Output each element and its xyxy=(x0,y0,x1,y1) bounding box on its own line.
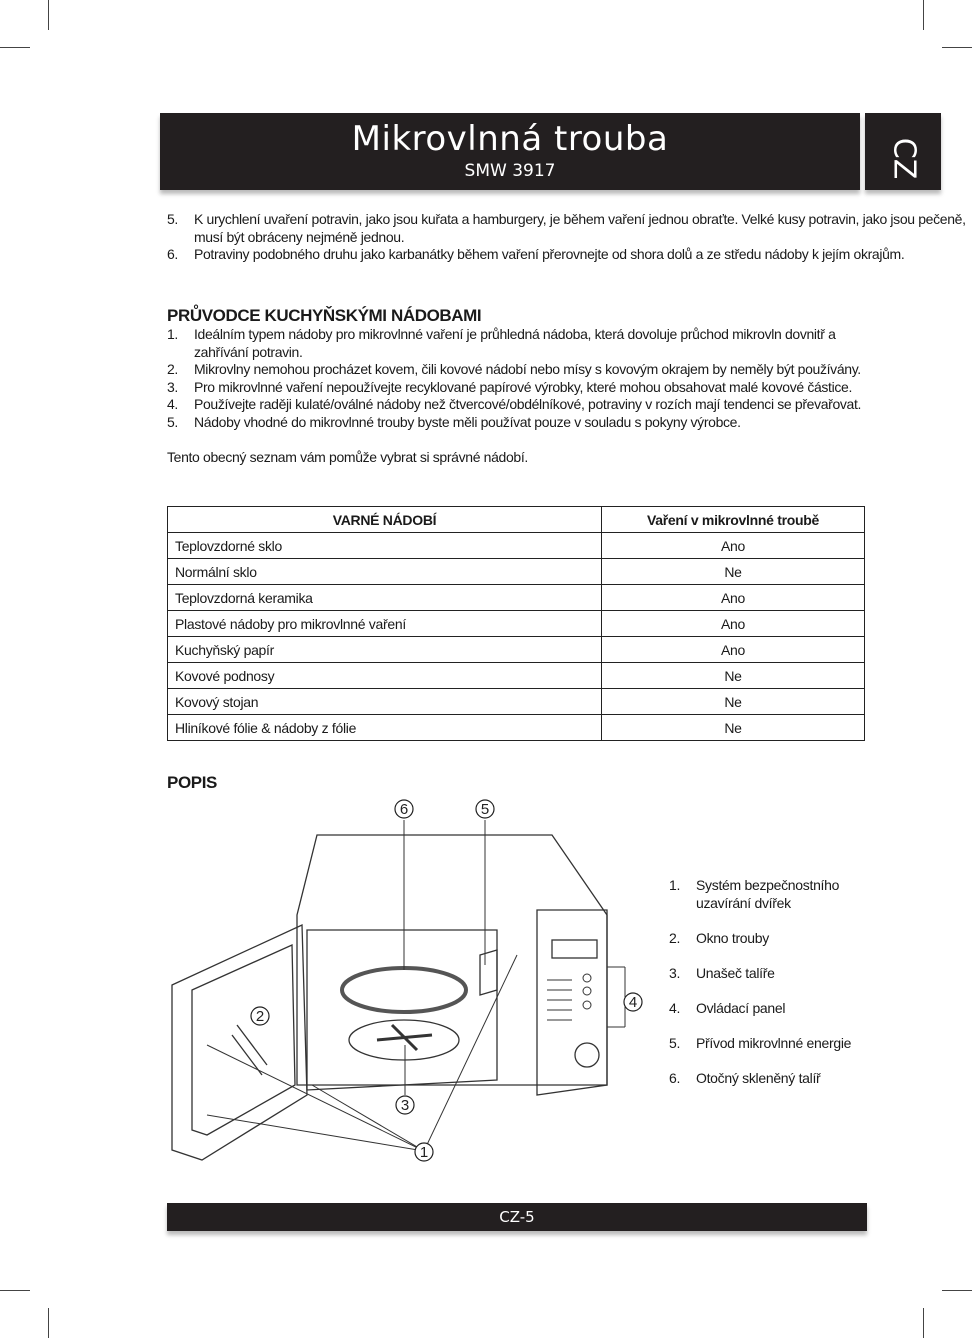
crop-mark xyxy=(942,47,972,48)
language-code: CZ xyxy=(886,137,922,180)
item-number: 4. xyxy=(167,396,178,412)
cookware-table xyxy=(167,506,865,741)
crop-mark xyxy=(923,0,924,30)
list-item xyxy=(167,379,867,397)
guide-list xyxy=(167,326,867,466)
item-text: Potraviny podobného druhu jako karbanátky během vaření přerovnejte od shora dolů a ze středu nádoby k jejím okrajům. xyxy=(194,246,905,262)
item-text: Pro mikrovlnné vaření nepoužívejte recyklované papírové výrobky, které mohou obsahovat malé kovové částice. xyxy=(194,378,852,395)
parts-legend xyxy=(669,877,859,1105)
table-row xyxy=(168,637,865,663)
legend-item xyxy=(669,930,859,948)
door-window xyxy=(192,945,295,1135)
legend-item xyxy=(669,965,859,983)
item-number: 5. xyxy=(669,1034,681,1051)
page-footer xyxy=(167,1203,867,1231)
item-text: Ideálním typem nádoby pro mikrovlnné vaření je průhledná nádoba, která dovoluje průchod mikrovln dovnitř a zahřívání potravin. xyxy=(194,326,836,360)
list-item xyxy=(167,414,867,432)
item-number: 5. xyxy=(167,211,178,227)
cell: Hliníkové fólie & nádoby z fólie xyxy=(168,715,602,741)
page-number: CZ-5 xyxy=(499,1208,535,1226)
waveguide-cover xyxy=(480,950,497,995)
cell: Teplovzdorná keramika xyxy=(168,585,602,611)
display xyxy=(552,940,597,958)
page-title: Mikrovlnná trouba xyxy=(351,119,669,159)
callout-1: 1 xyxy=(419,1144,429,1161)
cell: Ne xyxy=(602,663,865,689)
callout-4: 4 xyxy=(628,994,638,1011)
legend-item xyxy=(669,877,859,912)
crop-mark xyxy=(942,1290,972,1291)
cell: Ne xyxy=(602,559,865,585)
crop-mark xyxy=(0,1290,30,1291)
cell: Kuchyňský papír xyxy=(168,637,602,663)
column-header: Vaření v mikrovlnné troubě xyxy=(602,507,865,533)
model-number: SMW 3917 xyxy=(464,161,556,181)
item-text: Otočný skleněný talíř xyxy=(696,1069,821,1086)
item-text: K urychlení uvaření potravin, jako jsou kuřata a hamburgery, je během vaření jednou obraťte. Velké kusy potravin, jako jsou pečeně, musí být obráceny nejméně jednou. xyxy=(194,211,966,245)
control-panel xyxy=(537,910,607,1095)
item-number: 2. xyxy=(167,361,178,377)
table-row xyxy=(168,663,865,689)
table-row xyxy=(168,585,865,611)
item-text: Ovládací panel xyxy=(696,999,786,1016)
list-item xyxy=(167,211,972,246)
crop-mark xyxy=(48,0,49,30)
crop-mark xyxy=(0,47,30,48)
guide-note: Tento obecný seznam vám pomůže vybrat si správné nádobí. xyxy=(167,448,528,465)
item-text: Mikrovlny nemohou procházet kovem, čili kovové nádobí nebo mísy s kovovým okrajem by neměly být používány. xyxy=(194,361,861,377)
item-number: 6. xyxy=(669,1069,681,1086)
list-item xyxy=(167,396,867,414)
column-header: VARNÉ NÁDOBÍ xyxy=(168,507,602,533)
list-item xyxy=(167,361,867,379)
microwave-diagram xyxy=(167,795,647,1165)
table-row xyxy=(168,559,865,585)
crop-mark xyxy=(48,1308,49,1338)
table-row xyxy=(168,611,865,637)
callout-lines xyxy=(207,820,625,1151)
callout-6: 6 xyxy=(399,801,409,818)
item-number: 2. xyxy=(669,929,681,946)
item-number: 3. xyxy=(669,964,681,981)
table-row xyxy=(168,533,865,559)
cell: Ano xyxy=(602,611,865,637)
intro-list xyxy=(167,211,972,264)
item-text: Systém bezpečnostního uzavírání dvířek xyxy=(696,877,840,911)
callout-5: 5 xyxy=(480,801,490,818)
list-item xyxy=(167,246,972,264)
item-text: Okno trouby xyxy=(696,929,769,946)
item-text: Nádoby vhodné do mikrovlnné trouby byste měli používat pouze v souladu s pokyny výrobce. xyxy=(194,413,741,430)
cell: Kovové podnosy xyxy=(168,663,602,689)
cell: Ano xyxy=(602,585,865,611)
legend-item xyxy=(669,1035,859,1053)
cell: Ne xyxy=(602,715,865,741)
item-text: Unašeč talíře xyxy=(696,964,775,981)
item-text: Přívod mikrovlnné energie xyxy=(696,1034,852,1051)
callout-2: 2 xyxy=(255,1008,265,1025)
table-row xyxy=(168,689,865,715)
item-number: 3. xyxy=(167,378,178,395)
item-number: 5. xyxy=(167,413,178,430)
cell: Ano xyxy=(602,637,865,663)
cell: Ano xyxy=(602,533,865,559)
list-item xyxy=(167,326,867,361)
control-knob xyxy=(575,1043,599,1067)
cell: Ne xyxy=(602,689,865,715)
cell: Normální sklo xyxy=(168,559,602,585)
roller-ring xyxy=(349,1020,459,1060)
glass-turntable xyxy=(342,968,466,1012)
language-tab xyxy=(865,113,941,190)
table-row xyxy=(168,715,865,741)
item-number: 4. xyxy=(669,999,681,1016)
page-header xyxy=(160,113,860,190)
section-heading-guide: PRŮVODCE KUCHYŇSKÝMI NÁDOBAMI xyxy=(167,306,482,325)
section-heading-popis: POPIS xyxy=(167,773,217,792)
crop-mark xyxy=(923,1308,924,1338)
legend-item xyxy=(669,1000,859,1018)
item-number: 6. xyxy=(167,246,178,262)
table-header-row xyxy=(168,507,865,533)
callout-3: 3 xyxy=(400,1097,410,1114)
cell: Teplovzdorné sklo xyxy=(168,533,602,559)
item-number: 1. xyxy=(167,326,178,342)
item-text: Používejte raději kulaté/oválné nádoby než čtvercové/obdélníkové, potraviny v rozích mají tendenci se převařovat. xyxy=(194,396,862,412)
item-number: 1. xyxy=(669,877,681,893)
cell: Plastové nádoby pro mikrovlnné vaření xyxy=(168,611,602,637)
cell: Kovový stojan xyxy=(168,689,602,715)
oven-body xyxy=(297,835,607,1085)
legend-item xyxy=(669,1070,859,1088)
